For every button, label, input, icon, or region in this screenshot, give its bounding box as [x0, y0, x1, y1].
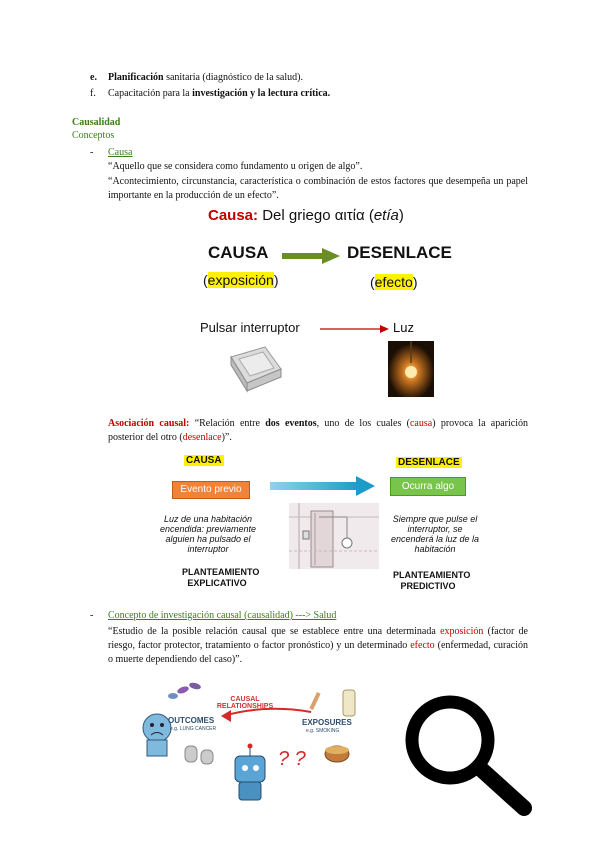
- relationships-word: RELATIONSHIPS: [216, 703, 274, 710]
- concepto-paragraph: [108, 625, 528, 667]
- question-marks: ? ?: [278, 748, 306, 770]
- efecto-word: efecto: [374, 274, 413, 290]
- outcomes-label: OUTCOMES: [168, 716, 215, 725]
- paren-close: ): [412, 274, 418, 290]
- light-switch-icon: [225, 343, 285, 395]
- note-left: Luz de una habitación encendida: previamente alguien ha pulsado el interruptor: [159, 514, 257, 554]
- list-text: sanitaria (diagnóstico de la salud).: [163, 72, 303, 83]
- arrow-icon: [320, 324, 390, 334]
- etymology-text: Del griego αιτία (: [258, 207, 374, 224]
- concepto-text: “Estudio de la posible relación causal que se establece entre una determinada: [108, 626, 441, 637]
- paren-open: (: [370, 274, 375, 290]
- light-bulb-icon: [388, 341, 434, 397]
- magnifying-glass-icon: [400, 688, 560, 818]
- exposures-label: EXPOSURES: [302, 718, 352, 727]
- note-right: Siempre que pulse el interruptor, se encenderá la luz de la habitación: [390, 514, 480, 554]
- list-label: e.: [90, 72, 97, 83]
- efecto-label: [370, 274, 417, 290]
- asociacion-text: “Relación entre: [189, 418, 266, 429]
- asociacion-text: ) provoca la aparición posterior del otro (: [108, 418, 529, 443]
- planteamiento-explicativo: PLANTEAMIENTO EXPLICATIVO: [182, 567, 260, 588]
- exposicion-label: [203, 272, 279, 288]
- asociacion-desenlace: desenlace: [182, 432, 222, 443]
- etymology-label: Causa:: [208, 207, 259, 224]
- asociacion-paragraph: [108, 417, 528, 445]
- evento-previo-box: Evento previo: [172, 481, 250, 499]
- bullet: -: [90, 147, 94, 158]
- causa-term: Causa: [108, 147, 133, 158]
- asociacion-text: )”.: [221, 432, 232, 443]
- list-text: Capacitación para la: [108, 88, 193, 99]
- causa-definition-2: “Acontecimiento, circunstancia, característica o combinación de estos factores que desempeña un papel importante en la producción de un efecto”.: [108, 176, 528, 201]
- concepto-efecto: efecto: [410, 640, 435, 651]
- room-sketch-image: [289, 503, 379, 569]
- concepto-exposicion: exposición: [440, 626, 484, 637]
- luz-label: Luz: [393, 320, 414, 335]
- paren-close: ): [273, 272, 279, 288]
- asociacion-causa: causa: [409, 418, 433, 429]
- causa-definition-1: “Aquello que se considera como fundamento u origen de algo”.: [108, 161, 363, 172]
- causa-heading: CAUSA: [186, 455, 222, 466]
- list-bold: investigación y la lectura crítica.: [192, 88, 331, 99]
- desenlace-heading: DESENLACE: [398, 457, 460, 468]
- asociacion-text: , uno de los cuales (: [316, 418, 410, 429]
- planteamiento-predictivo: PLANTEAMIENTO PREDICTIVO: [393, 570, 471, 591]
- causal-relationships-illustration: [135, 668, 400, 818]
- causa-heading: CAUSA: [208, 243, 269, 262]
- desenlace-heading: DESENLACE: [347, 243, 452, 262]
- section-subtitle: Conceptos: [72, 130, 115, 141]
- concepto-text: (factor de riesgo, factor protector, tratamiento o factor pronóstico) y un determinado: [108, 626, 528, 651]
- arrow-icon: [282, 248, 342, 264]
- arrow-icon: [270, 474, 376, 498]
- etymology: [208, 206, 404, 226]
- bullet: -: [90, 610, 94, 621]
- list-bold: Planificación: [108, 72, 164, 83]
- list-item-e: [90, 71, 530, 85]
- concepto-heading: Concepto de investigación causal (causalidad) ---> Salud: [108, 610, 337, 621]
- causal-word: CAUSAL: [230, 696, 260, 703]
- etymology-word: etía: [373, 207, 399, 224]
- list-item-f: [90, 87, 530, 101]
- outcomes-sub: e.g. LUNG CANCER: [170, 726, 217, 732]
- exposures-sub: e.g. SMOKING: [306, 728, 340, 734]
- causal-label: [205, 696, 285, 710]
- section-title: Causalidad: [72, 117, 121, 128]
- concepto-text: (enfermedad, curación o muerte dependiendo del caso)”.: [108, 640, 528, 665]
- ocurra-algo-box: Ocurra algo: [390, 477, 466, 496]
- exposicion-word: exposición: [207, 272, 274, 288]
- etymology-close: ): [398, 207, 404, 224]
- paren-open: (: [203, 272, 208, 288]
- asociacion-label: Asociación causal:: [108, 418, 190, 429]
- pulsar-label: Pulsar interruptor: [200, 320, 300, 335]
- list-label: f.: [90, 88, 96, 99]
- asociacion-bold: dos eventos: [265, 418, 317, 429]
